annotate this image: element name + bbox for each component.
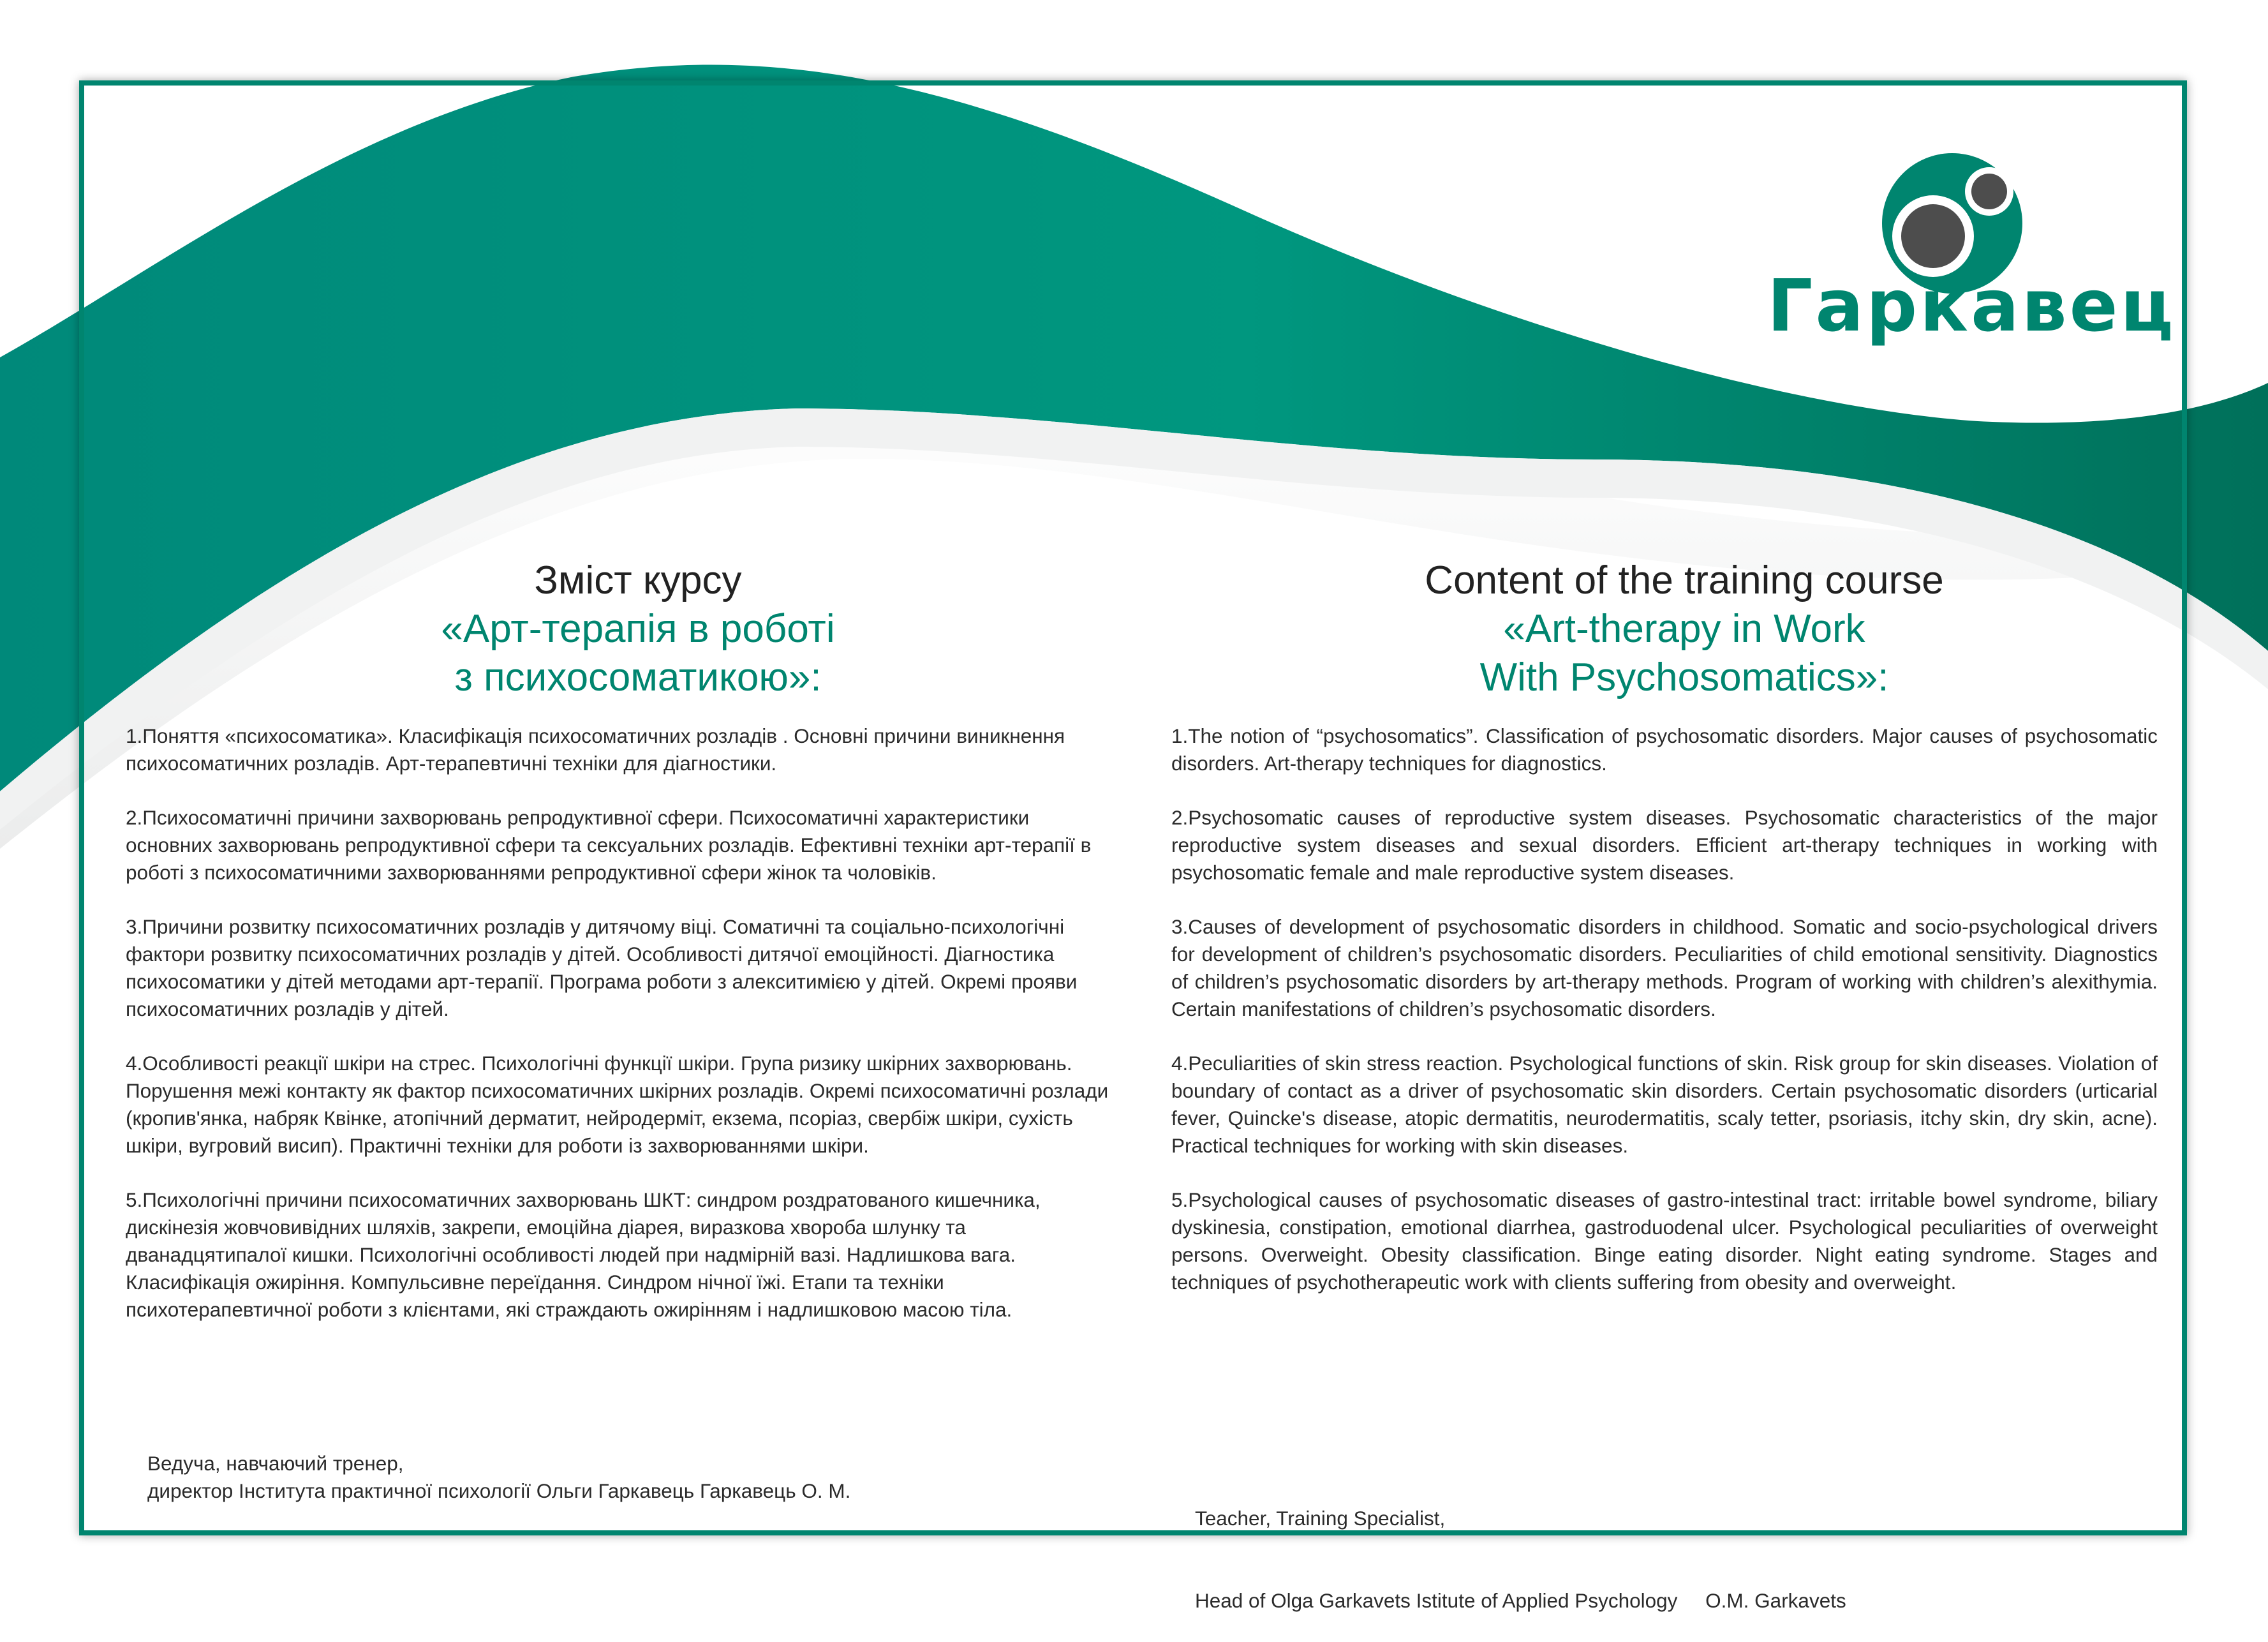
ukrainian-course-name-line1: «Арт-терапія в роботі [441, 607, 835, 651]
ukrainian-course-name-line2: з психосоматикою»: [454, 655, 822, 699]
ukrainian-signature-role: Ведуча, навчаючий тренер, [147, 1452, 404, 1475]
english-item-4: 4.Peculiarities of skin stress reaction. Psychological functions of skin. Risk group for skin diseases. Violation of boundary of contact as a driver of psychosomatic skin disorders. Certain psychosomatic disorders (urticarial fever, Quincke's disease, atopic dermatitis, neurodermatitis, scaly tetter, psoriasis, itchy skin, dry skin, acne). Practical techniques for working with skin diseases. [1171, 1052, 2158, 1157]
ukrainian-content [126, 722, 1121, 1350]
english-signature-role: Teacher, Training Specialist, [1195, 1507, 1446, 1530]
ukrainian-item-4: 4.Особливості реакції шкіри на стрес. Психологічні функції шкіри. Група ризику шкірних захворювань. Порушення межі контакту як фактор психосоматичних шкірних розладів. Окремі психосоматичні розлади (кропив'янка, набряк Квінке, атопічний дерматит, нейродерміт, екзема, псоріаз, свербіж шкіри, сухість шкіри, вугровий висип). Практичні техніки для роботи із захворюваннями шкіри. [126, 1052, 1109, 1157]
english-item-3: 3.Causes of development of psychosomatic disorders in childhood. Somatic and socio-psychological drivers for development of children’s psychosomatic disorders. Peculiarities of child emotional sensitivity. Diagnostics of children’s psychosomatic disorders by art-therapy methods. Program of working with children’s alexithymia. Certain manifestations of children’s psychosomatic disorders. [1171, 915, 2158, 1020]
english-course-name-line2: With Psychosomatics»: [1479, 655, 1889, 699]
ukrainian-item-3: 3.Причини розвитку психосоматичних розладів у дитячому віці. Соматичні та соціально-психологічні фактори розвитку психосоматичних розладів у дітей. Особливості дитячої емоційності. Діагностика психосоматики у дітей методами арт-терапії. Програма роботи з алекситимією у дітей. Окремі прояви психосоматичних розладів у дітей. [126, 915, 1078, 1020]
english-item-2: 2.Psychosomatic causes of reproductive system diseases. Psychosomatic characteristics of the major reproductive system diseases and sexual disorders. Efficient art-therapy techniques in working with psychosomatic female and male reproductive system diseases. [1171, 806, 2158, 884]
ukrainian-heading: Зміст курсу [534, 558, 742, 602]
brand-wordmark: Гаркавец [1767, 265, 2176, 348]
ukrainian-item-2: 2.Психосоматичні причини захворювань репродуктивної сфери. Психосоматичні характеристики основних захворювань репродуктивної сфери та сексуальних розладів. Ефективні техніки арт-терапії в роботі з психосоматичними захворюваннями репродуктивної сфери жінок та чоловіків. [126, 806, 1092, 884]
english-course-name-line1: «Art-therapy in Work [1503, 607, 1865, 651]
english-heading: Content of the training course [1425, 558, 1944, 602]
ukrainian-signature-name: директор Інститута практичної психології Ольги Гаркавець Гаркавець О. М. [147, 1479, 851, 1502]
english-item-5: 5.Psychological causes of psychosomatic diseases of gastro-intestinal tract: irritable bowel syndrome, biliary dyskinesia, constipation, emotional diarrhea, gastroduodenal ulcer. Psychological peculiarities of overweight persons. Overweight. Obesity classification. Binge eating disorder. Night eating syndrome. Stages and techniques of psychotherapeutic work with clients suffering from obesity and overweight. [1171, 1188, 2158, 1294]
english-content [1171, 722, 2158, 1323]
ukrainian-item-1: 1.Поняття «психосоматика». Класифікація психосоматичних розладів . Основні причини виникнення психосоматичних розладів. Арт-терапевтичні техніки для діагностики. [126, 724, 1065, 775]
ukrainian-title [319, 556, 957, 702]
ukrainian-signature [147, 1450, 1104, 1505]
english-title [1289, 556, 2080, 702]
english-item-1: 1.The notion of “psychosomatics”. Classification of psychosomatic disorders. Major causes of psychosomatic disorders. Art-therapy techniques for diagnostics. [1171, 724, 2158, 775]
english-signature-name: Head of Olga Garkavets Istitute of Applied Psychology O.M. Garkavets [1195, 1589, 1846, 1612]
ukrainian-item-5: 5.Психологічні причини психосоматичних захворювань ШКТ: синдром роздратованого кишечника, дискінезія жовчовивідних шляхів, закрепи, емоційна діарея, виразкова хвороба шлунку та дванадцятипалої кишки. Психологічні особливості людей при надмірній вазі. Надлишкова вага. Класифікація ожиріння. Компульсивне переїдання. Синдром нічної їжі. Етапи та техніки психотерапевтичної роботи з клієнтами, які страждають ожирінням і надлишковою масою тіла. [126, 1188, 1041, 1321]
